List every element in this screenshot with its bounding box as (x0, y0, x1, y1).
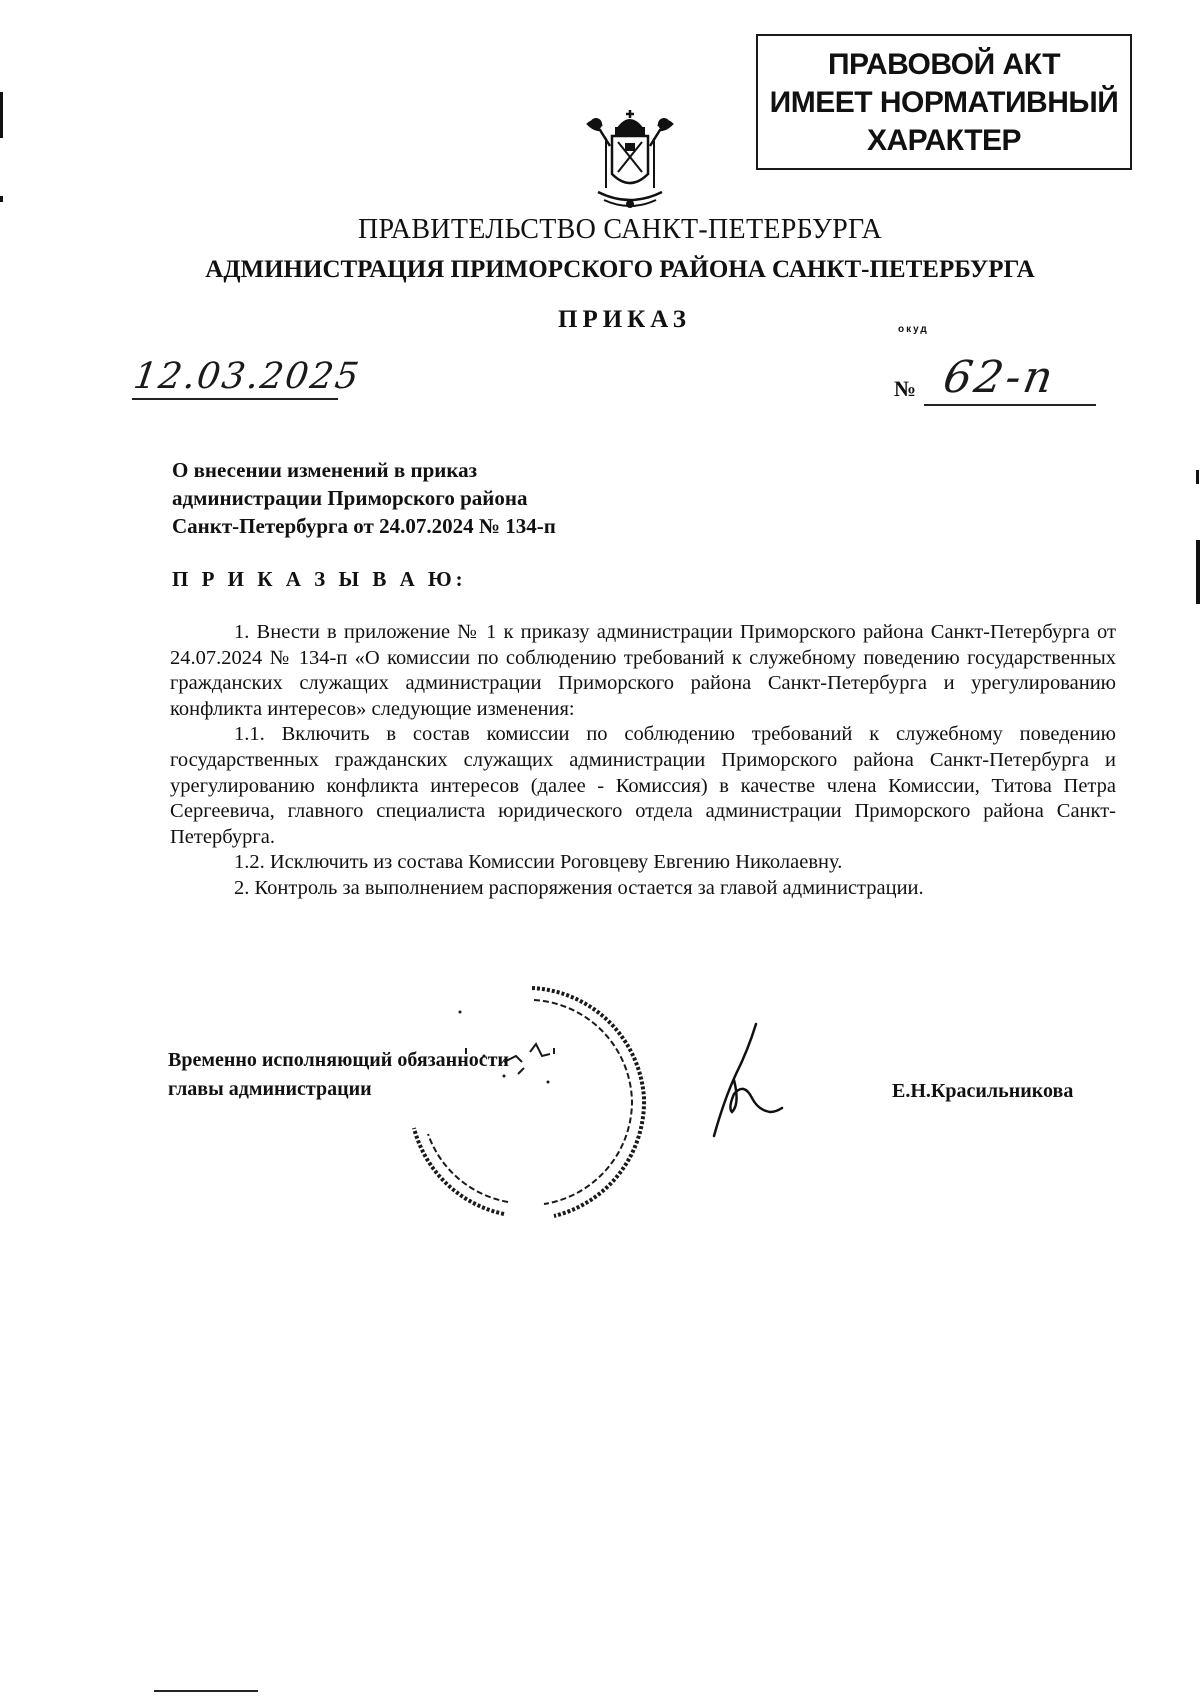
spb-coat-of-arms-icon (584, 108, 676, 216)
paragraph-1-1: 1.1. Включить в состав комиссии по соблюдению требований к служебному поведению государственных гражданских служащих администрации Приморского района Санкт-Петербурга и урегулированию конфликта интересов (далее - Комиссия) в качестве члена Комиссии, Титова Петра Сергеевича, главного специалиста юридического отдела администрации Приморского района Санкт-Петербурга. (170, 723, 1116, 848)
official-seal-icon (404, 978, 658, 1232)
number-sign: № (894, 376, 917, 401)
subject-line-3: Санкт-Петербурга от 24.07.2024 № 134-п (172, 514, 556, 538)
paragraph-1: 1. Внести в приложение № 1 к приказу администрации Приморского района Санкт-Петербурга от 24.07.2024 № 134-п «О комиссии по соблюдению требований к служебному поведению государственных гражданских служащих администрации Приморского района Санкт-Петербурга и урегулированию конфликта интересов» следующие изменения: (170, 621, 1116, 720)
signatory-name: Е.Н.Красильникова (892, 1080, 1074, 1102)
footer-mark (154, 1690, 258, 1692)
handwritten-date: 12.03.2025 (131, 356, 364, 397)
scan-edge-mark (0, 196, 3, 202)
scan-edge-mark (1196, 470, 1199, 484)
administration-title: АДМИНИСТРАЦИЯ ПРИМОРСКОГО РАЙОНА САНКТ-ПЕТЕРБУРГА (205, 256, 1035, 283)
okud-label: окуд (898, 324, 929, 335)
scan-edge-mark (0, 92, 3, 138)
subject-line-2: администрации Приморского района (172, 486, 528, 510)
number-underline (924, 404, 1096, 406)
signatory-title (168, 1046, 509, 1104)
handwritten-signature-icon (700, 1020, 800, 1142)
document-subject (172, 456, 556, 540)
order-command: П Р И К А З Ы В А Ю: (172, 567, 467, 591)
signatory-title-line-2: главы администрации (168, 1078, 372, 1100)
document-type: ПРИКАЗ (558, 306, 691, 333)
normative-act-stamp (756, 34, 1132, 170)
stamp-line-2: ИМЕЕТ НОРМАТИВНЫЙ (769, 86, 1119, 119)
signatory-title-line-1: Временно исполняющий обязанности (168, 1049, 509, 1071)
document-body (170, 620, 1116, 902)
government-title: ПРАВИТЕЛЬСТВО САНКТ-ПЕТЕРБУРГА (358, 214, 882, 245)
stamp-line-1: ПРАВОВОЙ АКТ (827, 48, 1061, 81)
stamp-line-3: ХАРАКТЕР (866, 124, 1022, 157)
date-underline (132, 398, 338, 400)
handwritten-number: 62-п (939, 352, 1060, 403)
paragraph-2: 2. Контроль за выполнением распоряжения остается за главой администрации. (234, 876, 924, 899)
paragraph-1-2: 1.2. Исключить из состава Комиссии Роговцеву Евгению Николаевну. (234, 851, 843, 874)
scan-edge-mark (1196, 540, 1200, 604)
subject-line-1: О внесении изменений в приказ (172, 458, 478, 482)
